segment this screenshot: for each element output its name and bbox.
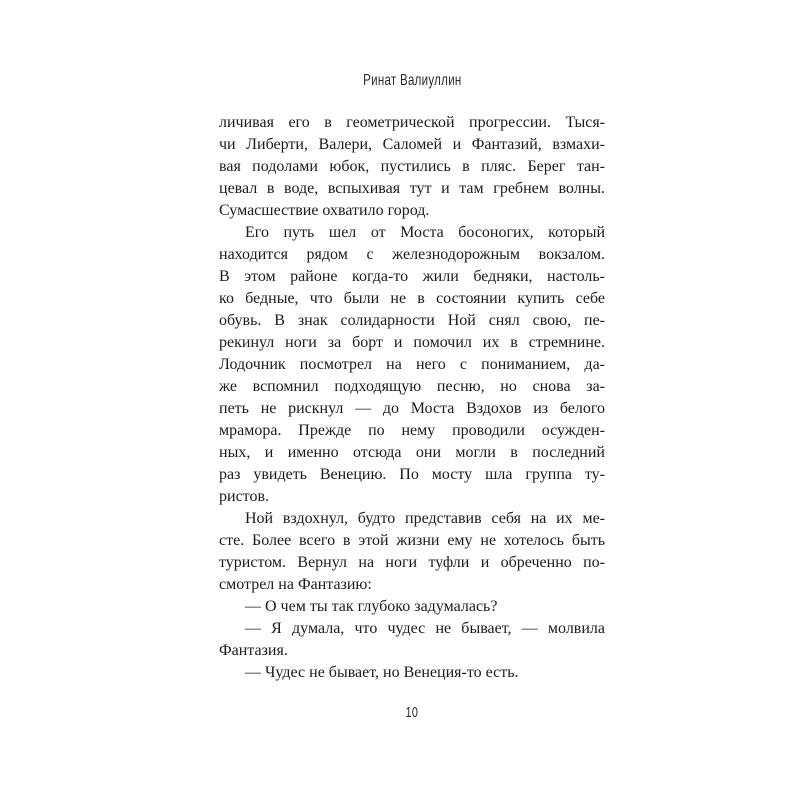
text-line: Лодочник посмотрел на него с пониманием, да- bbox=[219, 356, 605, 373]
text-line: сте. Более всего в этой жизни ему не хотелось быть bbox=[219, 532, 605, 549]
text-line: Фантазия. bbox=[219, 642, 288, 659]
text-line: находится рядом с железнодорожным вокзалом. bbox=[219, 246, 605, 263]
text-line: — Я думала, что чудес не бывает, — молвила bbox=[245, 620, 605, 637]
text-line: ристов. bbox=[219, 488, 269, 505]
text-line: Сумасшествие охватило город. bbox=[219, 202, 430, 219]
running-header-author: Ринат Валиуллин bbox=[362, 72, 462, 89]
text-line: вая подолами юбок, пустились в пляс. Берег тан- bbox=[219, 158, 605, 175]
text-line: петь не рискнул — до Моста Вздохов из белого bbox=[219, 400, 605, 417]
text-line: личивая его в геометрической прогрессии. Тыся- bbox=[219, 114, 605, 131]
text-line: мрамора. Прежде по нему проводили осужден- bbox=[219, 422, 605, 439]
text-line: Ной вздохнул, будто представив себя на их ме- bbox=[245, 510, 605, 527]
text-line: цевал в воде, вспыхивая тут и там гребнем волны. bbox=[219, 180, 605, 197]
text-line: — Чудес не бывает, но Венеция-то есть. bbox=[245, 664, 519, 681]
body-text-block bbox=[219, 112, 605, 684]
text-line: — О чем ты так глубоко задумалась? bbox=[245, 598, 498, 615]
text-line: же вспомнил подходящую песню, но снова за- bbox=[219, 378, 605, 395]
page-number-value: 10 bbox=[405, 704, 419, 721]
page-number bbox=[219, 704, 605, 722]
text-line: смотрел на Фантазию: bbox=[219, 576, 372, 593]
text-line: чи Либерти, Валери, Саломей и Фантазий, взмахи- bbox=[219, 136, 605, 153]
text-line: раз увидеть Венецию. По мосту шла группа ту- bbox=[219, 466, 605, 483]
text-line: Его путь шел от Моста босоногих, который bbox=[245, 224, 605, 241]
text-line: ных, и именно отсюда они могли в последний bbox=[219, 444, 605, 461]
text-line: ко бедные, что были не в состоянии купить себе bbox=[219, 290, 605, 307]
text-line: В этом районе когда-то жили бедняки, настоль- bbox=[219, 268, 605, 285]
text-line: обувь. В знак солидарности Ной снял свою, пе- bbox=[219, 312, 605, 329]
text-line: туристом. Вернул на ноги туфли и обреченно по- bbox=[219, 554, 605, 571]
text-line: рекинул ноги за борт и помочил их в стремнине. bbox=[219, 334, 605, 351]
running-header bbox=[219, 72, 605, 90]
